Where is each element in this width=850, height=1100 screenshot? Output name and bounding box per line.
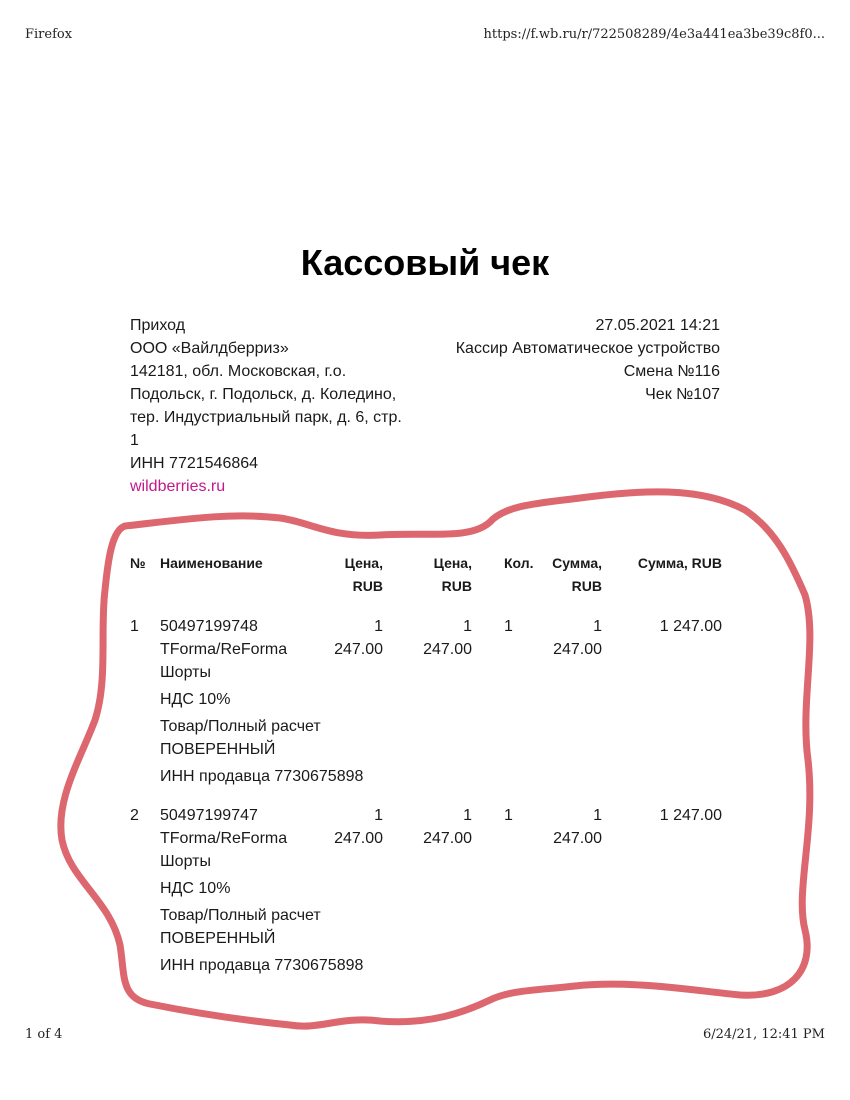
row-payment-line: ПОВЕРЕННЫЙ bbox=[160, 930, 276, 947]
row-payment-line: Товар/Полный расчет bbox=[160, 907, 321, 924]
receipt-title: Кассовый чек bbox=[300, 242, 550, 283]
row-name-line: Шорты bbox=[160, 853, 211, 870]
row-price-2-line: 247.00 bbox=[423, 641, 472, 658]
header-price-2-unit: RUB bbox=[441, 578, 472, 594]
address-line: 1 bbox=[130, 432, 139, 449]
row-sum-2: 1 247.00 bbox=[659, 807, 722, 824]
row-price-2-line: 1 bbox=[463, 807, 472, 824]
row-sum-2: 1 247.00 bbox=[659, 618, 722, 635]
row-num: 1 bbox=[130, 618, 139, 635]
row-qty: 1 bbox=[504, 618, 513, 635]
row-name bbox=[160, 804, 330, 873]
print-header-url: https://f.wb.ru/r/722508289/4e3a441ea3be39c8f0... bbox=[483, 27, 825, 42]
address-line: тер. Индустриальный парк, д. 6, стр. bbox=[130, 409, 402, 426]
row-sum-1-line: 1 bbox=[593, 618, 602, 635]
shift-number: Смена №116 bbox=[623, 363, 720, 380]
header-num: № bbox=[130, 555, 146, 571]
row-payment bbox=[160, 904, 380, 950]
row-name-line: 50497199747 bbox=[160, 807, 258, 824]
row-seller-inn: ИНН продавца 7730675898 bbox=[160, 957, 364, 974]
row-sum-1-line: 247.00 bbox=[553, 830, 602, 847]
row-price-1-line: 1 bbox=[374, 807, 383, 824]
header-sum-1-unit: RUB bbox=[571, 578, 602, 594]
row-name bbox=[160, 615, 330, 684]
row-qty: 1 bbox=[504, 807, 513, 824]
row-sum-1-line: 1 bbox=[593, 807, 602, 824]
header-price-2 bbox=[410, 552, 472, 598]
website-link[interactable]: wildberries.ru bbox=[130, 478, 226, 495]
row-price-1 bbox=[320, 615, 383, 661]
header-name: Наименование bbox=[160, 555, 263, 571]
row-sum-1-line: 247.00 bbox=[553, 641, 602, 658]
header-sum-1-line: Сумма, bbox=[552, 555, 602, 571]
header-price-1-line: Цена, bbox=[344, 555, 383, 571]
print-footer-datetime: 6/24/21, 12:41 PM bbox=[702, 1027, 825, 1042]
row-payment bbox=[160, 715, 380, 761]
check-number: Чек №107 bbox=[645, 386, 720, 403]
cashier: Кассир Автоматическое устройство bbox=[455, 340, 720, 357]
print-footer-page: 1 of 4 bbox=[25, 1027, 63, 1042]
receipt-meta-info bbox=[420, 314, 720, 406]
row-name-line: TForma/ReForma bbox=[160, 830, 288, 847]
operation-type: Приход bbox=[130, 317, 186, 334]
row-vat: НДС 10% bbox=[160, 691, 231, 708]
header-qty: Кол. bbox=[504, 555, 534, 571]
row-name-line: Шорты bbox=[160, 664, 211, 681]
row-seller-inn: ИНН продавца 7730675898 bbox=[160, 768, 364, 785]
header-sum-1 bbox=[530, 552, 602, 598]
row-price-1-line: 247.00 bbox=[334, 830, 383, 847]
print-footer bbox=[25, 1027, 825, 1042]
row-price-1-line: 1 bbox=[374, 618, 383, 635]
print-header bbox=[25, 27, 825, 42]
receipt-seller-info bbox=[130, 314, 420, 498]
header-price-1 bbox=[320, 552, 383, 598]
row-num: 2 bbox=[130, 807, 139, 824]
row-name-line: 50497199748 bbox=[160, 618, 258, 635]
receipt-datetime: 27.05.2021 14:21 bbox=[595, 317, 720, 334]
row-name-line: TForma/ReForma bbox=[160, 641, 288, 658]
row-payment-line: Товар/Полный расчет bbox=[160, 718, 321, 735]
row-price-1-line: 247.00 bbox=[334, 641, 383, 658]
address-line: 142181, обл. Московская, г.о. bbox=[130, 363, 347, 380]
header-price-1-unit: RUB bbox=[352, 578, 383, 594]
company-name: ООО «Вайлдберриз» bbox=[130, 340, 289, 357]
row-price-2-line: 1 bbox=[463, 618, 472, 635]
header-sum-2: Сумма, RUB bbox=[637, 555, 722, 571]
row-price-2-line: 247.00 bbox=[423, 830, 472, 847]
print-header-app: Firefox bbox=[25, 27, 73, 42]
address-line: Подольск, г. Подольск, д. Коледино, bbox=[130, 386, 397, 403]
row-payment-line: ПОВЕРЕННЫЙ bbox=[160, 741, 276, 758]
row-vat: НДС 10% bbox=[160, 880, 231, 897]
row-price-2 bbox=[410, 804, 472, 850]
row-sum-1 bbox=[530, 804, 602, 850]
row-price-2 bbox=[410, 615, 472, 661]
row-sum-1 bbox=[530, 615, 602, 661]
row-price-1 bbox=[320, 804, 383, 850]
header-price-2-line: Цена, bbox=[433, 555, 472, 571]
company-inn: ИНН 7721546864 bbox=[130, 455, 259, 472]
